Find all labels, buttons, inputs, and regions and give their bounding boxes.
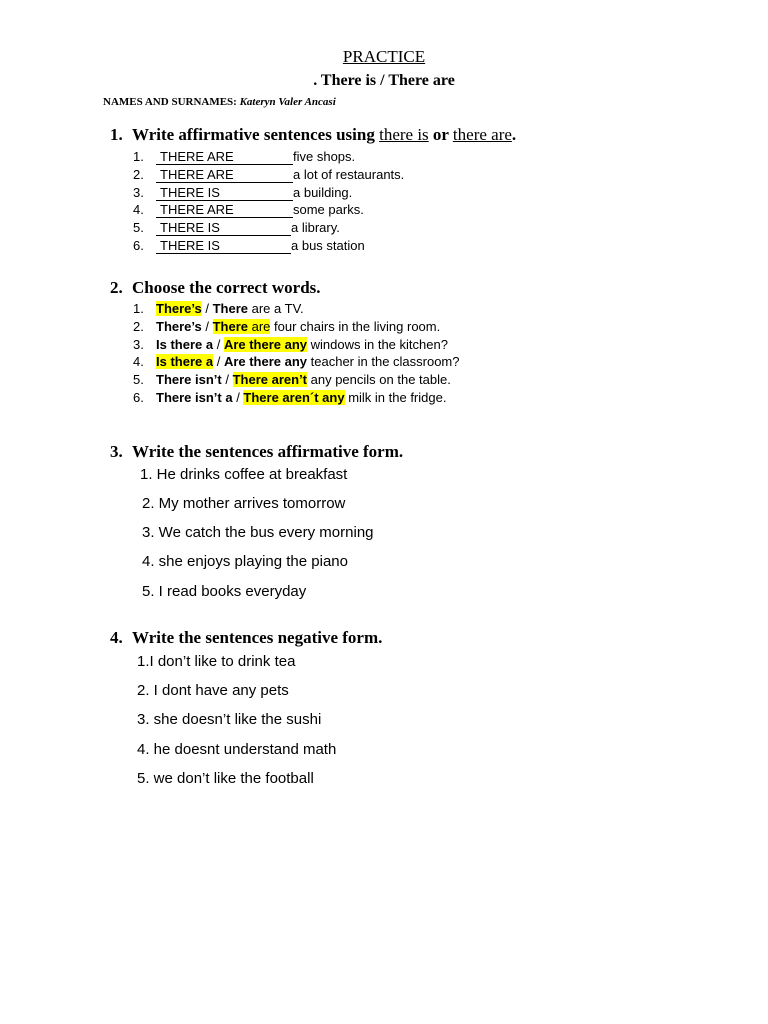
item-text: a library. (291, 220, 340, 235)
item-text: windows in the kitchen? (307, 337, 448, 352)
list-item (133, 300, 304, 317)
list-item (133, 219, 340, 236)
list-item (133, 336, 448, 353)
option-separator: / (213, 354, 224, 369)
option-b-selected[interactable]: Are there any (223, 337, 308, 352)
sentence-line: 2. I dont have any pets (137, 682, 289, 699)
item-number: 3. (133, 185, 144, 200)
item-text: some parks. (293, 202, 364, 217)
item-number: 4. (133, 354, 144, 369)
list-item (133, 184, 352, 201)
section1-heading (110, 125, 516, 145)
sentence-line: 1. He drinks coffee at breakfast (140, 466, 348, 483)
item-text: any pencils on the table. (307, 372, 451, 387)
option-a[interactable]: There’s (156, 319, 202, 334)
sentence-line: 3. she doesn’t like the sushi (137, 711, 322, 728)
sentence-line: 5. I read books everyday (142, 583, 307, 600)
page-subtitle: . There is / There are (313, 72, 455, 89)
item-text: a bus station (291, 238, 365, 253)
option-separator: / (201, 319, 213, 334)
section1-heading-end: . (511, 125, 517, 144)
list-item (133, 201, 364, 218)
section4-heading-text: Write the sentences negative form. (132, 628, 383, 647)
option-a-selected[interactable]: There’s (156, 301, 202, 316)
option-b-extra: are (248, 319, 271, 334)
section3-heading (110, 442, 403, 462)
item-number: 6. (133, 390, 144, 405)
section1-heading-text: Write affirmative sentences using (132, 125, 380, 144)
answer-blank[interactable]: THERE IS (156, 238, 291, 254)
item-number: 2. (133, 167, 144, 182)
section2-heading-text: Choose the correct words. (132, 278, 321, 297)
section3-heading-text: Write the sentences affirmative form. (132, 442, 404, 461)
option-b[interactable]: There (212, 301, 249, 316)
names-line (103, 95, 336, 109)
section2-number: 2. (110, 278, 123, 297)
there-is-underlined: there is (379, 125, 429, 144)
section1-number: 1. (110, 125, 123, 144)
answer-blank[interactable]: THERE IS (156, 185, 293, 201)
item-number: 6. (133, 238, 144, 253)
item-number: 1. (133, 301, 144, 316)
list-item (133, 166, 404, 183)
answer-blank[interactable]: THERE IS (156, 220, 291, 236)
section3-number: 3. (110, 442, 123, 461)
there-are-underlined: there are (452, 125, 512, 144)
option-b-selected[interactable]: There (212, 319, 249, 334)
answer-blank[interactable]: THERE ARE (156, 202, 293, 218)
option-b-selected[interactable]: There aren’t (232, 372, 308, 387)
sentence-line: 4. he doesnt understand math (137, 741, 337, 758)
option-separator: / (201, 301, 213, 316)
sentence-line: 5. we don’t like the football (137, 770, 314, 787)
sentence-line: 2. My mother arrives tomorrow (142, 495, 346, 512)
page-title: PRACTICE (342, 47, 426, 66)
section1-heading-or: or (428, 125, 453, 144)
list-item (133, 389, 446, 406)
list-item (133, 237, 365, 254)
option-a-selected[interactable]: Is there a (156, 354, 214, 369)
item-text: five shops. (293, 149, 356, 164)
list-item (133, 148, 355, 165)
section2-heading (110, 278, 321, 298)
names-label: NAMES AND SURNAMES: (103, 96, 240, 108)
sentence-line: 4. she enjoys playing the piano (142, 553, 348, 570)
sentence-line: 3. We catch the bus every morning (142, 524, 374, 541)
item-text: milk in the fridge. (344, 390, 447, 405)
item-number: 5. (133, 220, 144, 235)
option-separator: / (232, 390, 244, 405)
item-text: a lot of restaurants. (293, 167, 405, 182)
list-item (133, 353, 460, 370)
item-text: a building. (293, 185, 353, 200)
list-item (133, 371, 451, 388)
names-value: Kateryn Valer Ancasi (239, 96, 336, 108)
item-text: four chairs in the living room. (270, 319, 441, 334)
item-number: 4. (133, 202, 144, 217)
option-separator: / (213, 337, 224, 352)
item-number: 5. (133, 372, 144, 387)
option-a[interactable]: Is there a (156, 337, 214, 352)
option-a[interactable]: There isn’t a (156, 390, 233, 405)
item-text: are a TV. (248, 301, 304, 316)
answer-blank[interactable]: THERE ARE (156, 167, 293, 183)
sentence-line: 1.I don’t like to drink tea (137, 653, 296, 670)
option-separator: / (221, 372, 233, 387)
option-b-selected[interactable]: There aren´t any (243, 390, 345, 405)
option-a[interactable]: There isn’t (156, 372, 222, 387)
answer-blank[interactable]: THERE ARE (156, 149, 293, 165)
section4-number: 4. (110, 628, 123, 647)
item-number: 3. (133, 337, 144, 352)
section4-heading (110, 628, 382, 648)
item-text: teacher in the classroom? (307, 354, 460, 369)
item-number: 2. (133, 319, 144, 334)
list-item (133, 318, 440, 335)
option-b[interactable]: Are there any (223, 354, 308, 369)
item-number: 1. (133, 149, 144, 164)
